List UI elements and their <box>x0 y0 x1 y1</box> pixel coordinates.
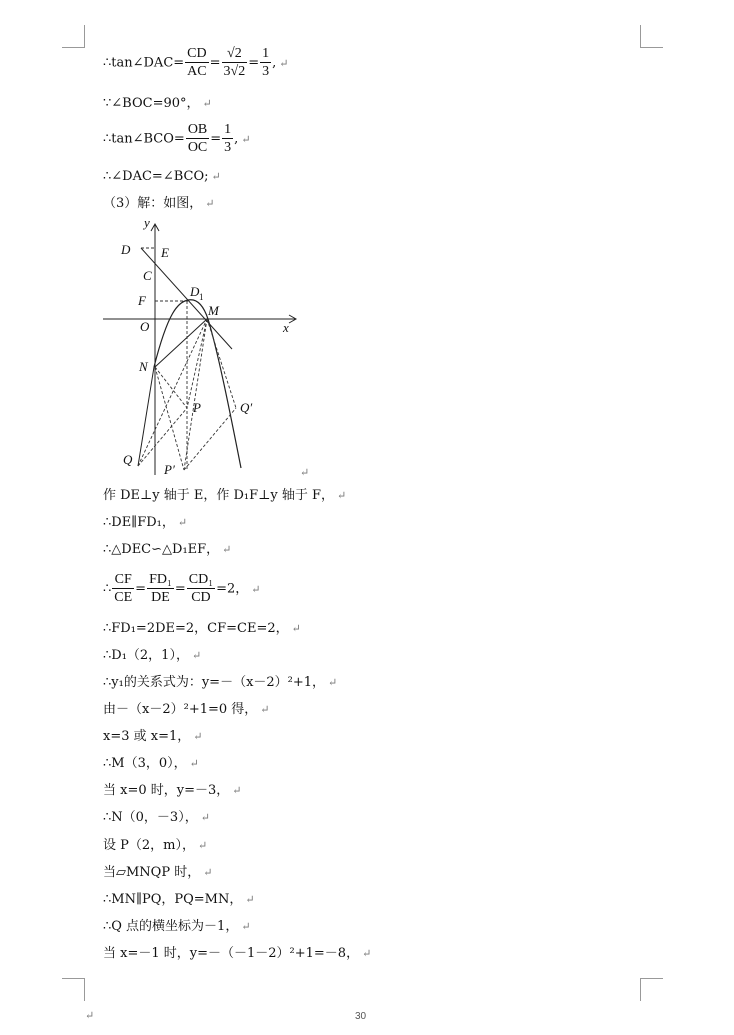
label-o: O <box>140 319 150 334</box>
return-mark: ↵ <box>362 947 372 960</box>
return-mark: ↵ <box>189 757 199 770</box>
text: , <box>234 131 239 147</box>
line-x-neg-one <box>103 946 371 962</box>
return-mark: ↵ <box>291 622 301 635</box>
line-d1-coord <box>103 648 201 664</box>
text: ∴y₁的关系式为：y=－（x－2）²+1， <box>103 675 326 690</box>
fraction <box>185 46 208 80</box>
return-mark: ↵ <box>211 170 221 183</box>
text: （3）解：如图， <box>103 196 203 211</box>
text: ∴Q 点的横坐标为－1， <box>103 919 239 934</box>
return-mark: ↵ <box>85 1009 95 1022</box>
line-dac-bco <box>103 169 221 185</box>
return-mark: ↵ <box>241 132 251 146</box>
text: x=3 或 x=1， <box>103 729 191 744</box>
dashed-qm <box>138 319 207 466</box>
fraction <box>260 46 271 80</box>
text: ∴∠DAC=∠BCO; <box>103 169 209 184</box>
label-c: C <box>143 268 152 283</box>
return-mark: ↵ <box>337 489 347 502</box>
dashed-np <box>155 367 187 408</box>
return-mark: ↵ <box>245 893 255 906</box>
text: ∴M（3，0）， <box>103 756 187 771</box>
page-number: 30 <box>355 1011 367 1022</box>
return-mark: ↵ <box>202 97 212 110</box>
line-de-perp <box>103 488 346 504</box>
equals: = <box>135 581 147 597</box>
dashed-mp <box>187 319 207 408</box>
segment-nm <box>155 319 207 367</box>
crop-mark-bottom-right <box>640 978 663 1001</box>
fraction <box>112 572 134 606</box>
label-p-prime: P′ <box>164 462 175 477</box>
label-x: x <box>283 320 289 335</box>
return-mark: ↵ <box>193 730 203 743</box>
geometry-figure <box>98 212 318 480</box>
label-d: D <box>121 242 131 257</box>
segment-nq <box>138 367 154 466</box>
fraction <box>222 46 248 80</box>
equals: = <box>209 55 221 71</box>
label-e: E <box>161 245 169 260</box>
equals: = <box>248 55 260 71</box>
line-q-abscissa <box>103 919 251 935</box>
line-y1-relation <box>103 675 337 691</box>
fraction <box>147 572 174 606</box>
denominator: CE <box>114 590 133 605</box>
return-mark: ↵ <box>197 839 208 852</box>
dashed-np-prime <box>155 367 184 470</box>
line-p-coord <box>103 838 207 854</box>
fraction <box>222 122 233 156</box>
return-mark: ↵ <box>328 676 338 689</box>
text: ∴△DEC∽△D₁EF， <box>103 542 220 557</box>
line-parallelogram <box>103 865 212 881</box>
text: ∴MN∥PQ，PQ=MN， <box>103 892 243 907</box>
equals: = <box>210 131 222 147</box>
line-n-coord <box>103 810 210 826</box>
text: 当 x=0 时，y=－3， <box>103 783 230 798</box>
label-y: y <box>144 215 150 230</box>
return-mark: ↵ <box>177 516 188 529</box>
denominator: 3 <box>224 140 232 155</box>
line-x-zero <box>103 783 242 799</box>
return-mark: ↵ <box>279 56 289 70</box>
numerator: CD₁ <box>188 572 214 587</box>
denominator: DE <box>151 590 170 605</box>
numerator: 1 <box>224 122 232 137</box>
line-parallel <box>103 515 187 531</box>
text: ∴ <box>103 581 112 597</box>
crop-mark-top-right <box>640 25 663 48</box>
label-f: F <box>138 293 146 308</box>
numerator: 1 <box>262 46 270 61</box>
numerator: CF <box>112 572 134 589</box>
return-mark: ↵ <box>260 703 270 716</box>
text: ∴tan∠BCO= <box>103 131 185 147</box>
denominator: AC <box>187 64 207 79</box>
line-tan-dac <box>103 46 288 80</box>
return-mark: ↵ <box>205 197 215 210</box>
text: 当 x=－1 时，y=－（－1－2）²+1=－8， <box>103 946 360 961</box>
numerator: FD₁ <box>149 572 172 587</box>
line-m-coord <box>103 756 199 772</box>
label-d1: D <box>190 284 200 299</box>
denominator: OC <box>187 140 208 155</box>
label-d1-subscript: 1 <box>199 292 204 302</box>
line-ratio <box>103 572 261 606</box>
numerator: √2 <box>222 46 248 63</box>
return-mark: ↵ <box>241 920 251 933</box>
line-roots <box>103 729 202 745</box>
text: ∴tan∠DAC= <box>103 55 185 71</box>
denominator: 3√2 <box>223 64 246 79</box>
dashed-qp <box>138 408 187 466</box>
dashed-pp-qp <box>184 408 236 470</box>
return-mark: ↵ <box>232 784 242 797</box>
line-boc <box>103 96 212 112</box>
line-part3 <box>103 196 215 212</box>
text: ∴DE∥FD₁， <box>103 515 175 530</box>
numerator: CD <box>187 46 207 61</box>
text: =2， <box>216 581 249 597</box>
line-mn-pq <box>103 892 255 908</box>
line-solve <box>103 702 270 718</box>
denominator: CD <box>191 590 211 605</box>
text: 由－（x－2）²+1=0 得， <box>103 702 258 717</box>
text: 设 P（2，m）， <box>103 838 195 853</box>
line-fd1 <box>103 621 301 637</box>
label-p: P <box>193 400 201 415</box>
crop-mark-bottom-left <box>62 978 85 1001</box>
line-similar <box>103 542 231 558</box>
label-q: Q <box>123 452 133 467</box>
return-mark: ↵ <box>203 866 213 879</box>
fraction <box>187 572 215 606</box>
label-m: M <box>208 303 219 318</box>
text: 作 DE⊥y 轴于 E，作 D₁F⊥y 轴于 F， <box>103 488 335 503</box>
fraction <box>186 122 209 156</box>
label-q-prime: Q′ <box>240 400 253 415</box>
return-mark: ↵ <box>191 649 202 662</box>
line-tan-bco <box>103 122 251 156</box>
return-mark: ↵ <box>300 466 310 479</box>
label-n: N <box>139 359 148 374</box>
crop-mark-top-left <box>62 25 85 48</box>
return-mark: ↵ <box>200 811 210 824</box>
return-mark: ↵ <box>251 582 261 596</box>
text: ∵∠BOC=90°， <box>103 96 200 111</box>
return-mark: ↵ <box>222 543 232 556</box>
text: 当▱MNQP 时， <box>103 865 201 880</box>
text: ∴D₁（2，1）， <box>103 648 189 663</box>
denominator: 3 <box>262 64 270 79</box>
equals: = <box>174 581 186 597</box>
numerator: OB <box>187 122 208 137</box>
text: ∴FD₁=2DE=2，CF=CE=2， <box>103 621 289 636</box>
text: , <box>272 55 277 71</box>
text: ∴N（0，－3）， <box>103 810 198 825</box>
